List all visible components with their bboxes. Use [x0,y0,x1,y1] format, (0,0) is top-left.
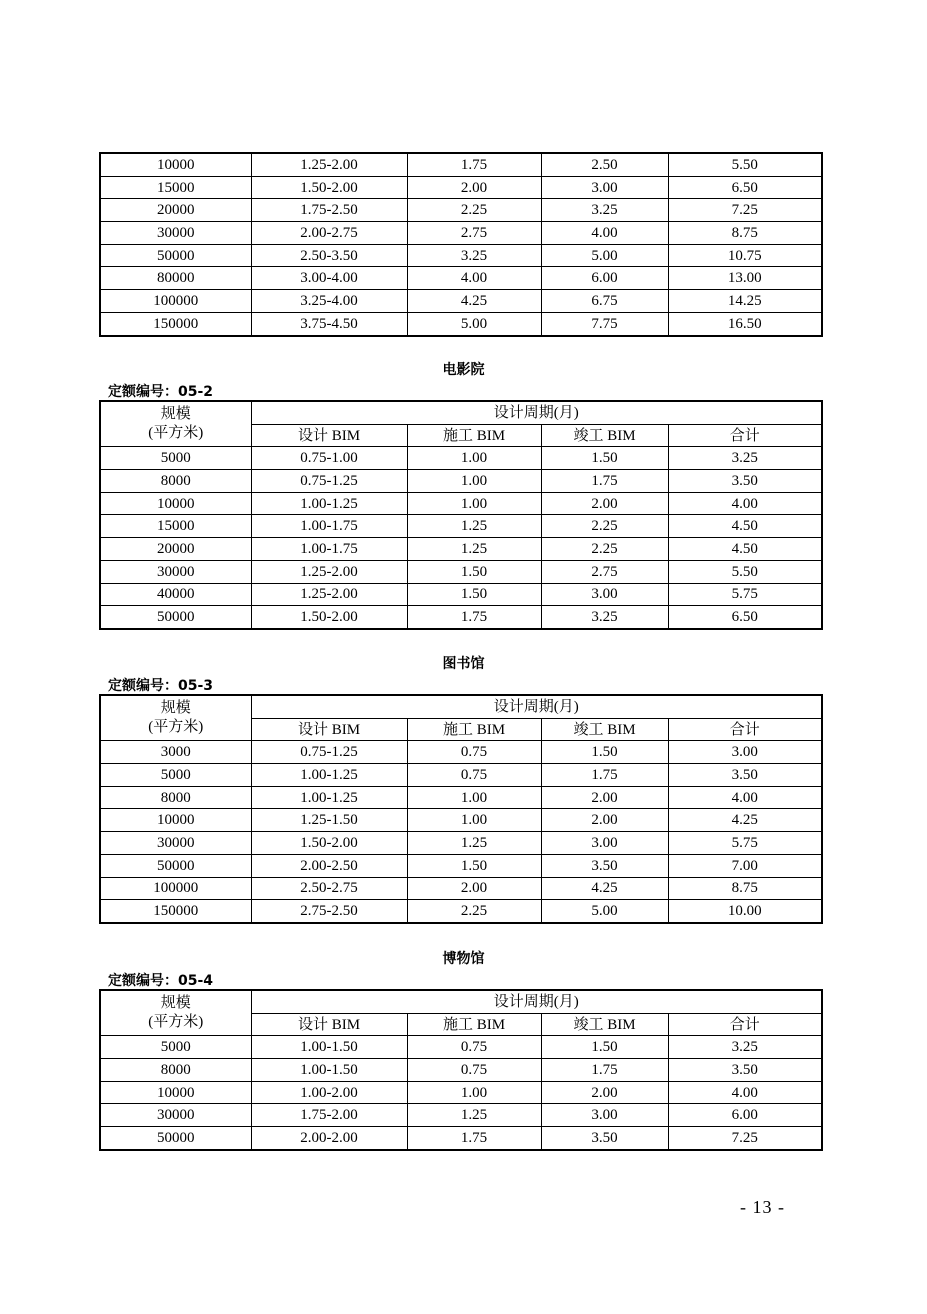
header-period: 设计周期(月) [251,990,822,1013]
table-cell: 1.50 [407,560,541,583]
table-row [100,1104,822,1127]
table-cell: 8000 [100,1059,251,1082]
table-cell: 100000 [100,877,251,900]
table-cell: 3.25 [668,447,822,470]
table-cell: 8.75 [668,877,822,900]
table-row [100,470,822,493]
table-cell: 1.25 [407,832,541,855]
header-period: 设计周期(月) [251,695,822,718]
section-title-library: 图书馆 [442,656,485,672]
table-cell: 2.00-2.00 [251,1127,407,1150]
table-cell: 2.25 [541,515,668,538]
table-cell: 0.75-1.25 [251,741,407,764]
table-cell: 30000 [100,222,251,245]
table-cell: 7.75 [541,312,668,335]
table-cell: 3000 [100,741,251,764]
table-cell: 1.75 [541,470,668,493]
table-cell: 1.00-1.75 [251,515,407,538]
table-cell: 1.25 [407,538,541,561]
table-cell: 1.00 [407,1081,541,1104]
table-cell: 1.75 [541,764,668,787]
table-cell: 4.00 [668,492,822,515]
header-scale: 规模 (平方米) [100,695,251,741]
table-cell: 3.25 [407,244,541,267]
table-cell: 1.00-1.75 [251,538,407,561]
table-cell: 5.50 [668,153,822,176]
table-row [100,1036,822,1059]
table-cell: 3.50 [541,854,668,877]
header-total: 合计 [668,718,822,741]
table-row [100,290,822,313]
table-cell: 50000 [100,606,251,629]
table-cell: 1.00 [407,470,541,493]
table-cell: 0.75-1.25 [251,470,407,493]
table-cell: 2.50-2.75 [251,877,407,900]
table-cell: 3.25-4.00 [251,290,407,313]
table-cell: 4.25 [541,877,668,900]
table-cell: 30000 [100,560,251,583]
header-completion-bim: 竣工 BIM [541,1013,668,1036]
section-title-museum: 博物馆 [442,951,485,967]
table-cell: 6.50 [668,176,822,199]
header-completion-bim: 竣工 BIM [541,718,668,741]
table-cell: 1.25 [407,1104,541,1127]
table-cell: 1.00-1.25 [251,764,407,787]
table-cell: 1.75 [407,153,541,176]
table-cell: 6.50 [668,606,822,629]
table-cell: 2.50 [541,153,668,176]
header-construction-bim: 施工 BIM [407,424,541,447]
table-cell: 7.25 [668,1127,822,1150]
table-cell: 1.50 [407,854,541,877]
table-cell: 0.75 [407,1036,541,1059]
table-cell: 4.00 [407,267,541,290]
table-cell: 100000 [100,290,251,313]
header-total: 合计 [668,424,822,447]
table-cell: 1.25-2.00 [251,153,407,176]
table-cell: 1.50-2.00 [251,832,407,855]
table-cell: 16.50 [668,312,822,335]
table-cell: 15000 [100,515,251,538]
table-cell: 20000 [100,538,251,561]
header-scale: 规模 (平方米) [100,401,251,447]
table-cell: 8.75 [668,222,822,245]
table-cell: 10000 [100,492,251,515]
header-construction-bim: 施工 BIM [407,718,541,741]
table-cell: 80000 [100,267,251,290]
table-cell: 1.00-1.25 [251,492,407,515]
table-cell: 2.00 [407,877,541,900]
table-row [100,1127,822,1150]
header-design-bim: 设计 BIM [251,1013,407,1036]
table-cell: 2.00-2.75 [251,222,407,245]
header-design-bim: 设计 BIM [251,424,407,447]
table-cell: 2.00 [541,492,668,515]
table-cell: 5.50 [668,560,822,583]
table-cell: 1.50-2.00 [251,606,407,629]
table-cell: 1.00-1.50 [251,1036,407,1059]
table-cell: 10000 [100,1081,251,1104]
table-cell: 0.75 [407,764,541,787]
table-cell: 1.75 [541,1059,668,1082]
table-cell: 13.00 [668,267,822,290]
table-cell: 0.75-1.00 [251,447,407,470]
table-row [100,900,822,923]
table-cell: 3.25 [668,1036,822,1059]
table-cell: 2.00 [541,809,668,832]
table-cell: 1.75 [407,606,541,629]
table-cell: 3.50 [668,470,822,493]
table-row [100,606,822,629]
table-cell: 5000 [100,764,251,787]
table-cell: 1.00 [407,447,541,470]
table-row [100,199,822,222]
table-cell: 4.25 [668,809,822,832]
table-row [100,809,822,832]
table-cell: 1.00 [407,492,541,515]
table-row [100,877,822,900]
table-cell: 10.75 [668,244,822,267]
table-row [100,447,822,470]
table-row [100,176,822,199]
table-cell: 20000 [100,199,251,222]
table-cell: 3.00-4.00 [251,267,407,290]
table-cell: 6.00 [541,267,668,290]
table-row [100,267,822,290]
header-scale: 规模 (平方米) [100,990,251,1036]
table-row [100,560,822,583]
table-cell: 1.50 [541,1036,668,1059]
table-cell: 3.50 [541,1127,668,1150]
table-cell: 10000 [100,809,251,832]
table-cell: 5.00 [541,244,668,267]
table-cell: 2.00 [407,176,541,199]
header-total: 合计 [668,1013,822,1036]
table-cell: 1.50 [541,447,668,470]
table-cell: 4.00 [668,1081,822,1104]
header-completion-bim: 竣工 BIM [541,424,668,447]
table-row [100,1059,822,1082]
table-cell: 7.00 [668,854,822,877]
table-row [100,741,822,764]
table-cell: 3.50 [668,1059,822,1082]
table-row [100,153,822,176]
table-cell: 4.00 [668,786,822,809]
table-cell: 150000 [100,312,251,335]
table-cell: 1.00 [407,809,541,832]
table-cell: 1.25-2.00 [251,583,407,606]
table-cell: 50000 [100,244,251,267]
table-row [100,583,822,606]
table-row [100,1081,822,1104]
table-row [100,538,822,561]
table-cell: 1.00-2.00 [251,1081,407,1104]
table-cell: 0.75 [407,1059,541,1082]
table-cell: 1.75-2.50 [251,199,407,222]
table-cell: 1.25-1.50 [251,809,407,832]
table-row [100,515,822,538]
table-cell: 0.75 [407,741,541,764]
table-cell: 1.75-2.00 [251,1104,407,1127]
table-cell: 1.75 [407,1127,541,1150]
table-cell: 150000 [100,900,251,923]
header-design-bim: 设计 BIM [251,718,407,741]
quota-number-library: 定额编号：05-3 [108,678,214,694]
table-cell: 5000 [100,447,251,470]
table-cell: 1.50 [541,741,668,764]
table-cell: 2.00 [541,1081,668,1104]
table-cell: 1.50 [407,583,541,606]
table-museum [99,989,823,1151]
table-cell: 5.75 [668,832,822,855]
table-cell: 5.75 [668,583,822,606]
table-cell: 3.00 [541,1104,668,1127]
table-cell: 15000 [100,176,251,199]
table-cell: 3.50 [668,764,822,787]
table-library [99,694,823,924]
table-cell: 30000 [100,832,251,855]
table-cell: 1.25 [407,515,541,538]
table-row [100,786,822,809]
table-cell: 50000 [100,854,251,877]
table-cell: 4.00 [541,222,668,245]
table-cell: 2.75 [407,222,541,245]
table-cinema [99,400,823,630]
quota-number-museum: 定额编号：05-4 [108,973,214,989]
table-row [100,764,822,787]
table-cell: 2.25 [407,900,541,923]
table-cell: 40000 [100,583,251,606]
table-row [100,222,822,245]
table-cell: 1.50-2.00 [251,176,407,199]
table-cell: 10.00 [668,900,822,923]
table-cell: 14.25 [668,290,822,313]
table-cell: 2.75 [541,560,668,583]
table-cell: 2.75-2.50 [251,900,407,923]
table-cell: 3.00 [541,176,668,199]
table-cell: 8000 [100,470,251,493]
table-cell: 1.25-2.00 [251,560,407,583]
table-row [100,492,822,515]
table-cell: 4.50 [668,515,822,538]
table-cell: 1.00-1.50 [251,1059,407,1082]
table-cell: 1.00-1.25 [251,786,407,809]
header-construction-bim: 施工 BIM [407,1013,541,1036]
header-period: 设计周期(月) [251,401,822,424]
table-cell: 2.25 [541,538,668,561]
table-cell: 7.25 [668,199,822,222]
table-cell: 4.25 [407,290,541,313]
table-cell: 4.50 [668,538,822,561]
table-cell: 3.00 [668,741,822,764]
table-row [100,854,822,877]
table-cell: 3.75-4.50 [251,312,407,335]
table-cell: 5.00 [541,900,668,923]
table-cell: 2.25 [407,199,541,222]
table-cell: 50000 [100,1127,251,1150]
table-cell: 3.25 [541,199,668,222]
table-cell: 10000 [100,153,251,176]
table-cell: 3.25 [541,606,668,629]
table-cell: 5000 [100,1036,251,1059]
table-cell: 30000 [100,1104,251,1127]
table-cell: 6.00 [668,1104,822,1127]
table-cell: 3.00 [541,583,668,606]
table-row [100,832,822,855]
section-title-cinema: 电影院 [442,362,485,378]
table-cell: 2.50-3.50 [251,244,407,267]
table-cell: 1.00 [407,786,541,809]
table-cell: 6.75 [541,290,668,313]
table-row [100,312,822,335]
table-row [100,244,822,267]
page-number: - 13 - [740,1197,785,1217]
table-cell: 3.00 [541,832,668,855]
quota-number-cinema: 定额编号：05-2 [108,384,214,400]
table-cell: 8000 [100,786,251,809]
table-continued [99,152,823,337]
table-cell: 5.00 [407,312,541,335]
table-cell: 2.00-2.50 [251,854,407,877]
table-cell: 2.00 [541,786,668,809]
